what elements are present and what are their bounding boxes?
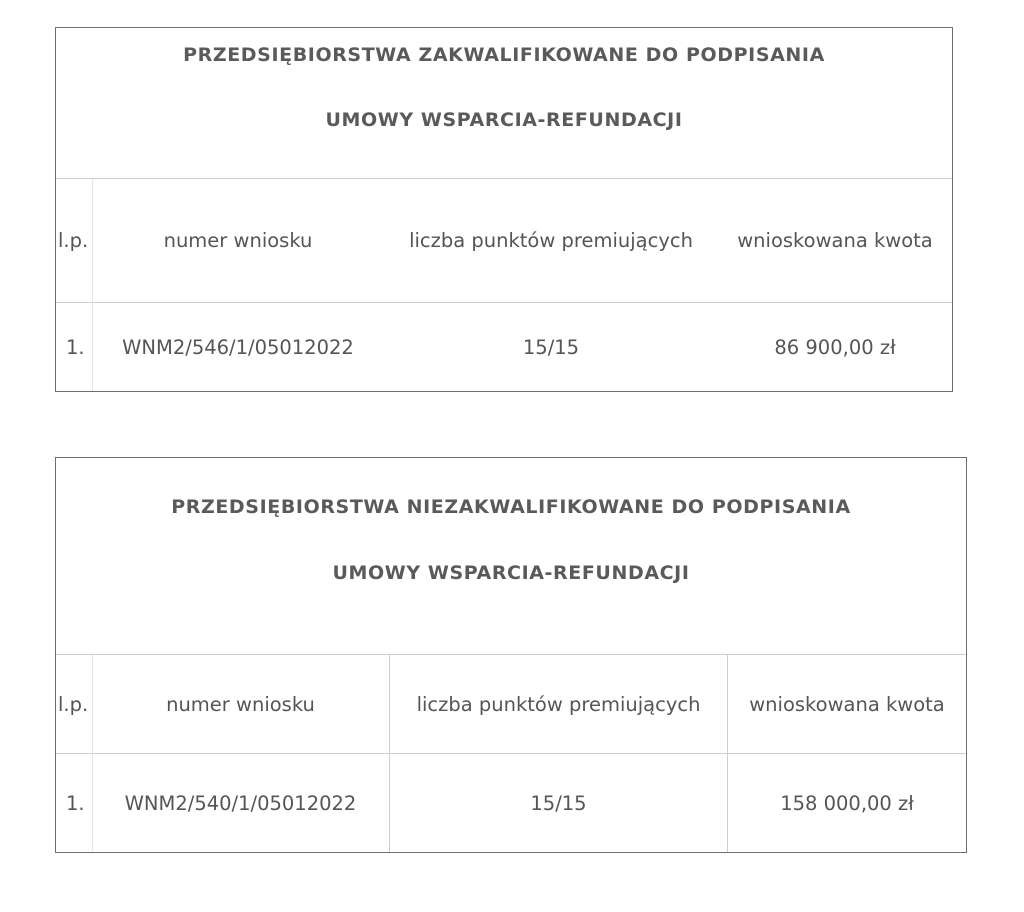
table-row bbox=[56, 303, 952, 391]
table-title-line-2: UMOWY WSPARCIA-REFUNDACJI bbox=[332, 562, 690, 584]
header-requested-amount: wnioskowana kwota bbox=[718, 179, 952, 303]
header-application-number: numer wniosku bbox=[92, 179, 384, 303]
table-header-row bbox=[56, 655, 966, 754]
table-header-row bbox=[56, 179, 952, 303]
table-title-line-1: PRZEDSIĘBIORSTWA ZAKWALIFIKOWANE DO PODPISANIA bbox=[183, 44, 825, 66]
cell-lp: 1. bbox=[66, 791, 85, 815]
cell-application-number: WNM2/540/1/05012022 bbox=[124, 791, 357, 815]
column-divider bbox=[92, 179, 93, 391]
unqualified-companies-table bbox=[55, 457, 967, 853]
header-lp: l.p. bbox=[58, 692, 89, 716]
header-bonus-points: liczba punktów premiujących bbox=[389, 655, 727, 753]
table-title-line-2: UMOWY WSPARCIA-REFUNDACJI bbox=[325, 109, 683, 131]
cell-requested-amount: 158 000,00 zł bbox=[727, 754, 966, 852]
cell-requested-amount: 86 900,00 zł bbox=[774, 335, 896, 359]
table-title bbox=[56, 28, 952, 179]
header-lp: l.p. bbox=[56, 179, 92, 303]
cell-application-number: WNM2/546/1/05012022 bbox=[122, 335, 354, 359]
header-application-number: numer wniosku bbox=[166, 692, 315, 716]
cell-bonus-points: 15/15 bbox=[522, 335, 580, 359]
table-title-line-1: PRZEDSIĘBIORSTWA NIEZAKWALIFIKOWANE DO PODPISANIA bbox=[171, 496, 851, 518]
qualified-companies-table bbox=[55, 27, 953, 392]
table-row bbox=[56, 754, 966, 852]
table-title bbox=[56, 458, 966, 655]
column-divider bbox=[92, 655, 93, 852]
cell-bonus-points: 15/15 bbox=[389, 754, 727, 852]
header-requested-amount: wnioskowana kwota bbox=[727, 655, 966, 753]
header-bonus-points: liczba punktów premiujących bbox=[384, 179, 718, 303]
cell-lp: 1. bbox=[66, 335, 85, 359]
